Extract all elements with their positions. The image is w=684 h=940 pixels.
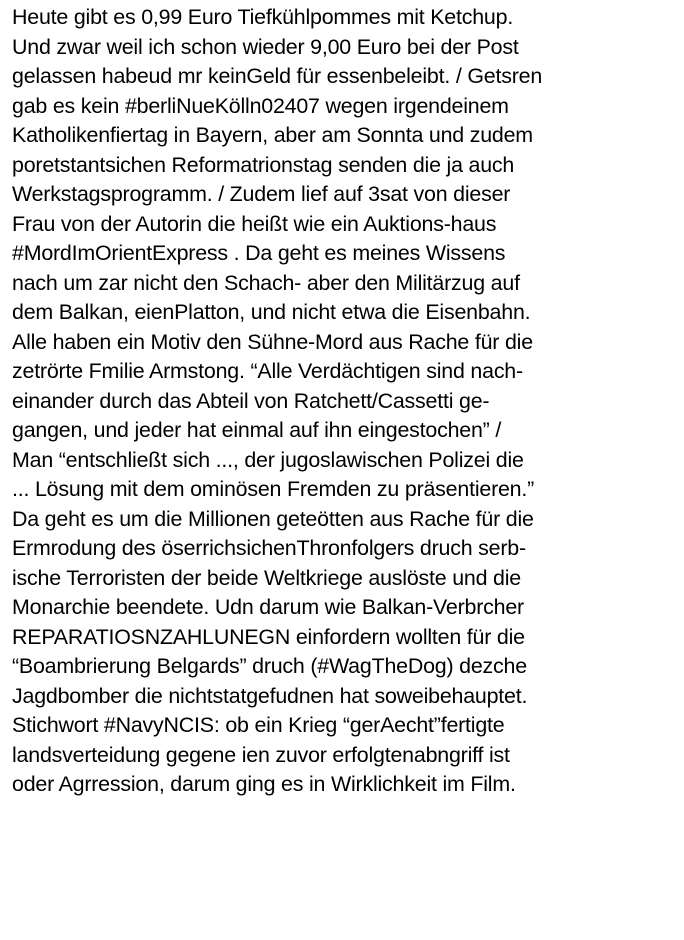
text-line: Da geht es um die Millionen geteötten aus Rache für die <box>12 506 534 531</box>
text-line: gangen, und jeder hat einmal auf ihn eingestochen” / <box>12 418 502 442</box>
text-line: Monarchie beendete. Udn darum wie Balkan-Verbrcher <box>12 595 524 619</box>
text-line: “Boambrierung Belgards” druch (#WagTheDog) dezche <box>12 654 527 678</box>
text-line: #MordImOrientExpress . Da geht es meines Wissens <box>12 241 506 265</box>
text-line: REPARATIOSNZAHLUNEGN einfordern wollten für die <box>12 624 525 649</box>
text-line: ische Terroristen der beide Weltkriege auslöste und die <box>12 565 522 590</box>
text-line: Ermrodung des öserrichsichenThronfolgers druch serb- <box>12 536 526 560</box>
text-line: Heute gibt es 0,99 Euro Tiefkühlpommes mit Ketchup. <box>12 5 514 29</box>
text-line: zetrörte Fmilie Armstong. “Alle Verdächtigen sind nach- <box>12 359 523 383</box>
text-line: Alle haben ein Motiv den Sühne-Mord aus Rache für die <box>12 329 533 354</box>
text-line: nach um zar nicht den Schach- aber den Militärzug auf <box>12 270 520 295</box>
text-line: einander durch das Abteil von Ratchett/Cassetti ge- <box>12 388 490 413</box>
text-line: Katholikenfiertag in Bayern, aber am Sonnta und zudem <box>12 123 533 147</box>
text-line: Stichwort #NavyNCIS: ob ein Krieg “gerAecht”fertigte <box>12 713 505 737</box>
text-line: gelassen habeud mr keinGeld für essenbeleibt. / Getsren <box>12 64 543 88</box>
text-line: dem Balkan, eienPlatton, und nicht etwa die Eisenbahn. <box>12 300 531 324</box>
text-line: oder Agrression, darum ging es in Wirklichkeit im Film. <box>12 772 516 796</box>
text-line: Werkstagsprogramm. / Zudem lief auf 3sat von dieser <box>12 182 511 206</box>
text-line: Jagdbomber die nichtstatgefudnen hat soweibehauptet. <box>12 683 528 708</box>
text-line: landsverteidung gegene ien zuvor erfolgtenabngriff ist <box>12 742 510 767</box>
text-line: ... Lösung mit dem ominösen Fremden zu präsentieren.” <box>12 477 535 501</box>
body-text <box>12 3 680 800</box>
text-line: gab es kein #berliNueKölln02407 wegen irgendeinem <box>12 93 509 118</box>
text-line: Man “entschließt sich ..., der jugoslawischen Polizei die <box>12 447 524 472</box>
text-line: poretstantsichen Reformatrionstag senden die ja auch <box>12 152 515 177</box>
text-line: Und zwar weil ich schon wieder 9,00 Euro bei der Post <box>12 34 519 59</box>
text-line: Frau von der Autorin die heißt wie ein Auktions-haus <box>12 211 497 236</box>
